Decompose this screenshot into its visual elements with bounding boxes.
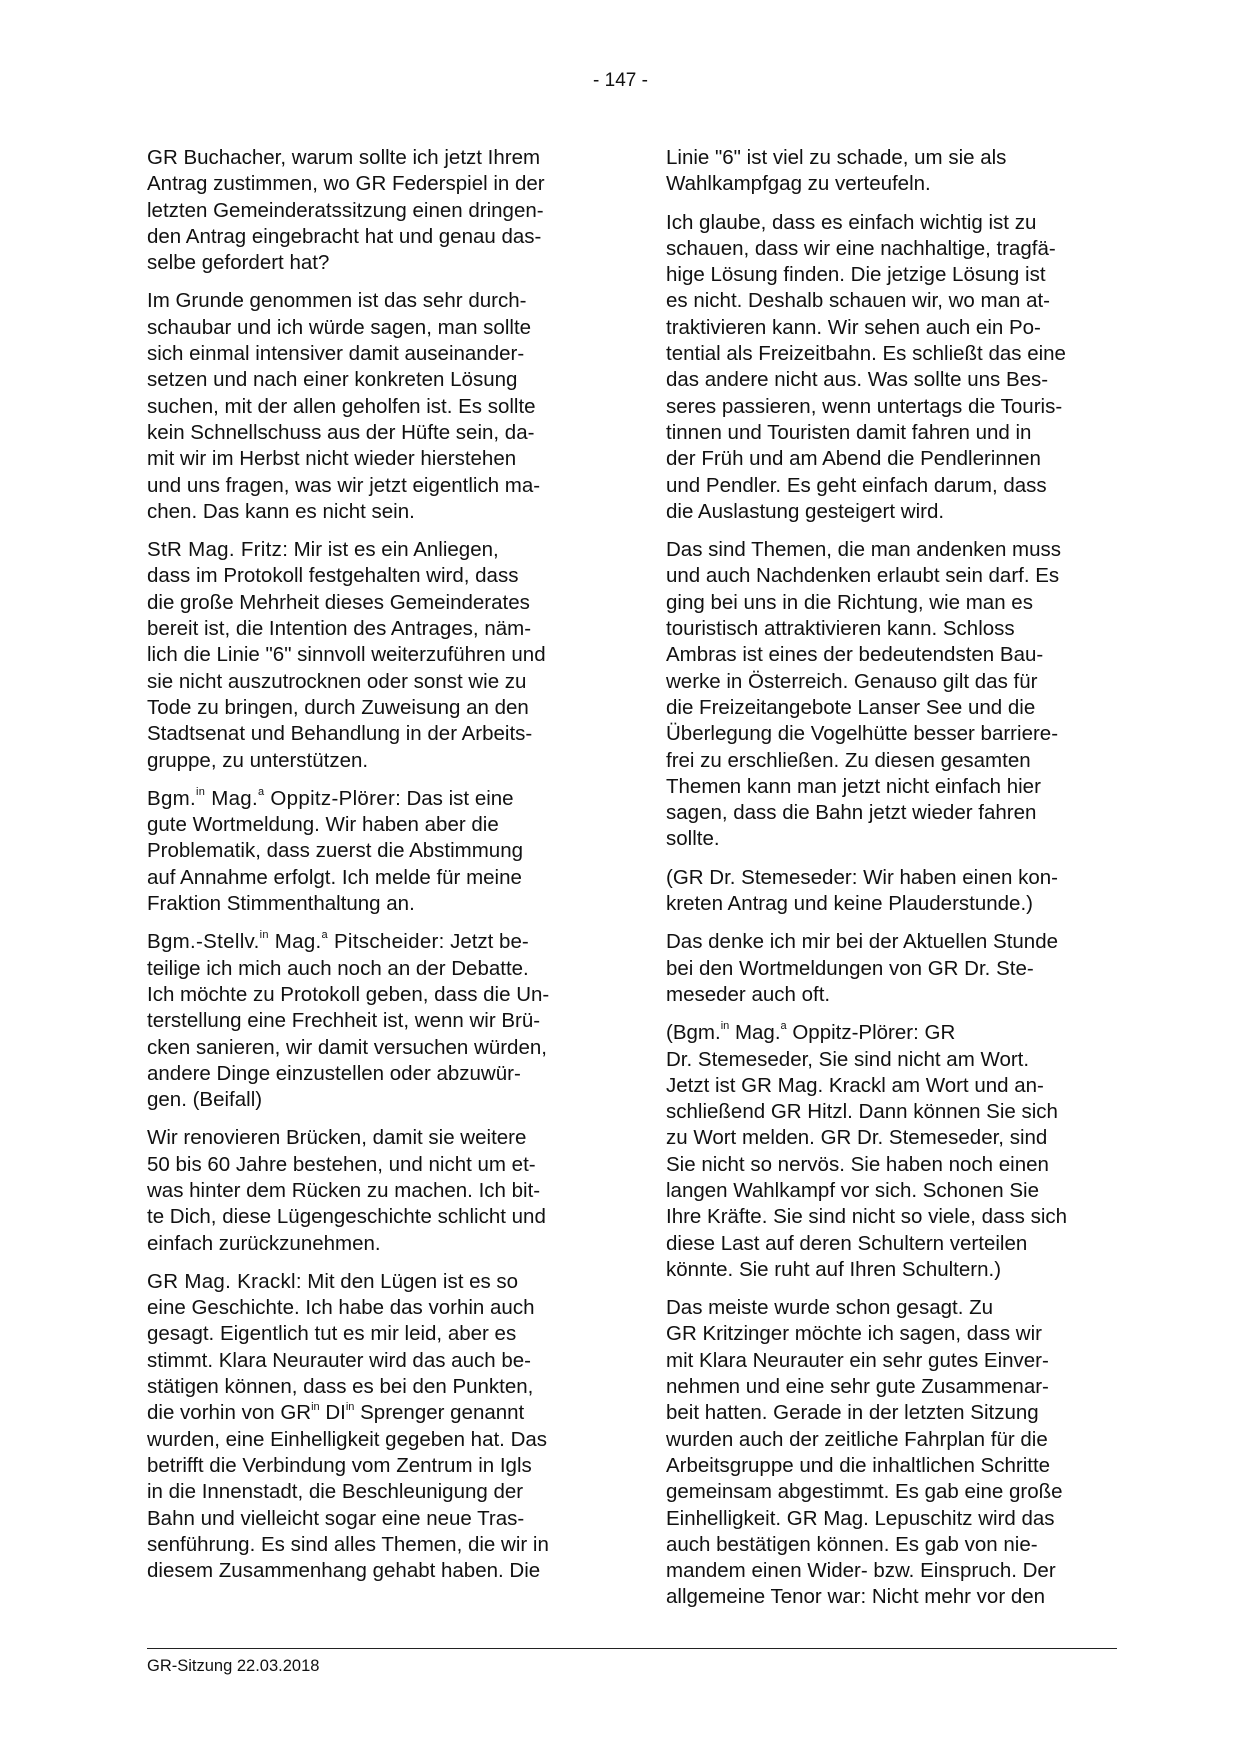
text-line xyxy=(147,537,597,563)
text-line: diese Last auf deren Schultern verteilen xyxy=(666,1231,1028,1255)
text-line: selbe gefordert hat? xyxy=(147,251,330,275)
text-line: kreten Antrag und keine Plauderstunde.) xyxy=(666,892,1033,916)
superscript: in xyxy=(720,1020,730,1033)
text-line: den Antrag eingebracht hat und genau das- xyxy=(147,224,542,248)
superscript: a xyxy=(780,1020,787,1033)
speaker-title: Bgm.-Stellv. xyxy=(147,930,260,954)
text-line: Arbeitsgruppe und die inhaltlichen Schritte xyxy=(666,1453,1051,1477)
paragraph xyxy=(147,786,597,917)
text-line: bereit ist, die Intention des Antrages, näm- xyxy=(147,617,532,641)
text-line: und auch Nachdenken erlaubt sein darf. Es xyxy=(666,564,1060,588)
text-line: mit Klara Neurauter ein sehr gutes Einver- xyxy=(666,1348,1049,1372)
superscript: a xyxy=(321,929,328,942)
text-line: die Freizeitangebote Lanser See und die xyxy=(666,695,1036,719)
text-line: Jetzt ist GR Mag. Krackl am Wort und an- xyxy=(666,1073,1044,1097)
text-line: Dr. Stemeseder, Sie sind nicht am Wort. xyxy=(666,1047,1030,1071)
text-line: in die Innenstadt, die Beschleunigung der xyxy=(147,1480,524,1504)
text-line: Ihre Kräfte. Sie sind nicht so viele, dass sich xyxy=(666,1205,1068,1229)
text-line: beit hatten. Gerade in der letzten Sitzung xyxy=(666,1401,1039,1425)
text-line: schaubar und ich würde sagen, man sollte xyxy=(147,315,532,339)
text-line: senführung. Es sind alles Themen, die wir in xyxy=(147,1532,549,1556)
text-line: gesagt. Eigentlich tut es mir leid, aber es xyxy=(147,1322,517,1346)
text-fragment: : Mit den Lügen ist es so xyxy=(295,1269,519,1293)
text-line: Sie nicht so nervös. Sie haben noch einen xyxy=(666,1152,1049,1176)
text-line: eine Geschichte. Ich habe das vorhin auch xyxy=(147,1296,535,1320)
text-line: andere Dinge einzustellen oder abzuwür- xyxy=(147,1061,521,1085)
text-line: Ich glaube, dass es einfach wichtig ist zu xyxy=(666,210,1037,234)
text-line: Antrag zustimmen, wo GR Federspiel in der xyxy=(147,172,545,196)
right-column xyxy=(666,145,1116,1623)
text-line: chen. Das kann es nicht sein. xyxy=(147,499,415,523)
text-line: schauen, dass wir eine nachhaltige, tragfä- xyxy=(666,236,1056,260)
page-number: - 147 - xyxy=(593,70,648,91)
text-line: zu Wort melden. GR Dr. Stemeseder, sind xyxy=(666,1126,1048,1150)
text-line: was hinter dem Rücken zu machen. Ich bit- xyxy=(147,1178,541,1202)
paragraph xyxy=(666,1295,1116,1611)
text-line: mit wir im Herbst nicht wieder hierstehen xyxy=(147,447,517,471)
text-line: mandem einen Wider- bzw. Einspruch. Der xyxy=(666,1559,1056,1583)
speaker-name: StR Mag. Fritz xyxy=(147,538,283,562)
text-line: meseder auch oft. xyxy=(666,982,831,1006)
text-line: Stadtsenat und Behandlung in der Arbeits- xyxy=(147,722,533,746)
text-line xyxy=(666,1020,1116,1046)
text-line: allgemeine Tenor war: Nicht mehr vor den xyxy=(666,1585,1046,1609)
speaker-title: Bgm. xyxy=(147,786,197,810)
paragraph xyxy=(147,1125,597,1256)
text-line: wurden, eine Einhelligkeit gegeben hat. Das xyxy=(147,1427,548,1451)
footer-session-date: GR-Sitzung 22.03.2018 xyxy=(147,1657,320,1675)
text-line: te Dich, diese Lügengeschichte schlicht und xyxy=(147,1205,546,1229)
paragraph xyxy=(147,537,597,774)
text-line: es nicht. Deshalb schauen wir, wo man at- xyxy=(666,289,1050,313)
text-line: setzen und nach einer konkreten Lösung xyxy=(147,368,518,392)
text-line: gen. (Beifall) xyxy=(147,1088,263,1112)
text-line: sagen, dass die Bahn jetzt wieder fahren xyxy=(666,801,1037,825)
text-line: sollte. xyxy=(666,827,720,851)
superscript: in xyxy=(311,1400,320,1413)
text-line: Das meiste wurde schon gesagt. Zu xyxy=(666,1296,994,1320)
text-fragment: : Das ist eine xyxy=(395,786,514,810)
text-fragment: Oppitz-Plörer: GR xyxy=(786,1021,956,1045)
text-line: cken sanieren, wir damit versuchen würden, xyxy=(147,1035,547,1059)
text-line: terstellung eine Frechheit ist, wenn wir Brü- xyxy=(147,1009,541,1033)
text-line: suchen, mit der allen geholfen ist. Es sollte xyxy=(147,394,536,418)
text-line: Das sind Themen, die man andenken muss xyxy=(666,538,1062,562)
text-line: langen Wahlkampf vor sich. Schonen Sie xyxy=(666,1178,1039,1202)
text-line: Problematik, dass zuerst die Abstimmung xyxy=(147,839,523,863)
text-line: frei zu erschließen. Zu diesen gesamten xyxy=(666,748,1031,772)
text-line: das andere nicht aus. Was sollte uns Bes- xyxy=(666,368,1049,392)
text-fragment: Sprenger genannt xyxy=(354,1401,525,1425)
text-line: Das denke ich mir bei der Aktuellen Stunde xyxy=(666,930,1059,954)
text-line: und Pendler. Es geht einfach darum, dass xyxy=(666,473,1047,497)
paragraph xyxy=(147,288,597,525)
text-line: gruppe, zu unterstützen. xyxy=(147,748,369,772)
text-line: nehmen und eine sehr gute Zusammenar- xyxy=(666,1375,1049,1399)
text-line: die große Mehrheit dieses Gemeinderates xyxy=(147,590,530,614)
speaker-surname: Pitscheider xyxy=(327,930,439,954)
text-line: lich die Linie "6" sinnvoll weiterzuführen und xyxy=(147,643,546,667)
text-line: stimmt. Klara Neurauter wird das auch be- xyxy=(147,1348,531,1372)
text-fragment: : Jetzt be- xyxy=(438,930,529,954)
superscript: in xyxy=(345,1400,355,1413)
paragraph xyxy=(147,145,597,276)
text-line: werke in Österreich. Genauso gilt das für xyxy=(666,669,1038,693)
text-line: wurden auch der zeitliche Fahrplan für die xyxy=(666,1427,1048,1451)
superscript: in xyxy=(259,929,269,942)
text-line: dass im Protokoll festgehalten wird, dass xyxy=(147,564,519,588)
text-line: stätigen können, dass es bei den Punkten, xyxy=(147,1375,534,1399)
text-line: ging bei uns in die Richtung, wie man es xyxy=(666,590,1033,614)
paragraph xyxy=(666,537,1116,853)
text-line: die Auslastung gesteigert wird. xyxy=(666,499,945,523)
left-column xyxy=(147,145,597,1596)
superscript: a xyxy=(258,786,265,798)
text-line: (GR Dr. Stemeseder: Wir haben einen kon- xyxy=(666,865,1058,889)
text-line: Bahn und vielleicht sogar eine neue Tras- xyxy=(147,1506,525,1530)
text-line: gute Wortmeldung. Wir haben aber die xyxy=(147,813,499,837)
text-line: Wahlkampfgag zu verteufeln. xyxy=(666,172,931,196)
text-line: Einhelligkeit. GR Mag. Lepuschitz wird das xyxy=(666,1506,1055,1530)
text-line: betrifft die Verbindung vom Zentrum in Igls xyxy=(147,1453,532,1477)
paragraph xyxy=(666,865,1116,918)
text-line: hige Lösung finden. Die jetzige Lösung ist xyxy=(666,263,1046,287)
text-line: Ich möchte zu Protokoll geben, dass die Un- xyxy=(147,982,550,1006)
text-fragment: : Mir ist es ein Anliegen, xyxy=(282,538,499,562)
text-line xyxy=(147,929,597,955)
text-line xyxy=(147,1400,597,1426)
text-line: tinnen und Touristen damit fahren und in xyxy=(666,420,1032,444)
text-line: GR Buchacher, warum sollte ich jetzt Ihrem xyxy=(147,146,541,169)
text-line: Tode zu bringen, durch Zuweisung an den xyxy=(147,695,529,719)
superscript: in xyxy=(196,786,206,798)
text-line: teilige ich mich auch noch an der Debatte. xyxy=(147,956,529,980)
paragraph xyxy=(147,929,597,1113)
text-line: kein Schnellschuss aus der Hüfte sein, da- xyxy=(147,420,535,444)
paragraph xyxy=(666,210,1116,526)
text-line: Wir renovieren Brücken, damit sie weitere xyxy=(147,1126,527,1150)
text-line: gemeinsam abgestimmt. Es gab eine große xyxy=(666,1480,1063,1504)
text-line: letzten Gemeinderatssitzung einen dringen- xyxy=(147,198,544,222)
text-line: sich einmal intensiver damit auseinander- xyxy=(147,342,525,366)
text-line: diesem Zusammenhang gehabt haben. Die xyxy=(147,1559,541,1583)
text-line: seres passieren, wenn untertags die Touris- xyxy=(666,394,1063,418)
text-fragment: Mag. xyxy=(729,1021,781,1045)
text-line: Fraktion Stimmenthaltung an. xyxy=(147,892,415,916)
text-line: Linie "6" ist viel zu schade, um sie als xyxy=(666,146,1007,169)
text-line: könnte. Sie ruht auf Ihren Schultern.) xyxy=(666,1257,1002,1281)
text-fragment: die vorhin von GR xyxy=(147,1401,312,1425)
speaker-title: Mag. xyxy=(268,930,322,954)
text-line: tential als Freizeitbahn. Es schließt das eine xyxy=(666,342,1066,366)
speaker-name: GR Mag. Krackl xyxy=(147,1269,296,1293)
text-line xyxy=(147,786,597,812)
footer-divider xyxy=(147,1648,1117,1649)
paragraph xyxy=(147,1269,597,1585)
text-line: und uns fragen, was wir jetzt eigentlich ma- xyxy=(147,473,541,497)
text-line: Im Grunde genommen ist das sehr durch- xyxy=(147,289,527,313)
text-line: bei den Wortmeldungen von GR Dr. Ste- xyxy=(666,956,1034,980)
text-line: einfach zurückzunehmen. xyxy=(147,1231,381,1255)
text-line: auf Annahme erfolgt. Ich melde für meine xyxy=(147,865,522,889)
speaker-name xyxy=(147,787,395,810)
text-line: Themen kann man jetzt nicht einfach hier xyxy=(666,774,1041,798)
paragraph xyxy=(666,929,1116,1008)
speaker-name xyxy=(147,930,439,953)
speaker-surname: Oppitz-Plörer xyxy=(264,786,396,810)
paragraph xyxy=(666,1020,1116,1283)
text-line: schließend GR Hitzl. Dann können Sie sich xyxy=(666,1100,1058,1124)
text-line: auch bestätigen können. Es gab von nie- xyxy=(666,1532,1038,1556)
text-line: Überlegung die Vogelhütte besser barriere- xyxy=(666,722,1059,746)
text-fragment: DI xyxy=(319,1401,346,1425)
text-line: der Früh und am Abend die Pendlerinnen xyxy=(666,447,1041,471)
text-line: traktivieren kann. Wir sehen auch ein Po- xyxy=(666,315,1041,339)
text-line: sie nicht auszutrocknen oder sonst wie zu xyxy=(147,669,527,693)
paragraph xyxy=(666,145,1116,198)
text-line: Ambras ist eines der bedeutendsten Bau- xyxy=(666,643,1044,667)
text-line xyxy=(147,1269,597,1295)
text-line: GR Kritzinger möchte ich sagen, dass wir xyxy=(666,1322,1042,1346)
text-line: touristisch attraktivieren kann. Schloss xyxy=(666,617,1015,641)
text-line: 50 bis 60 Jahre bestehen, und nicht um et- xyxy=(147,1152,536,1176)
text-fragment: (Bgm. xyxy=(666,1021,721,1045)
speaker-title: Mag. xyxy=(205,786,258,810)
